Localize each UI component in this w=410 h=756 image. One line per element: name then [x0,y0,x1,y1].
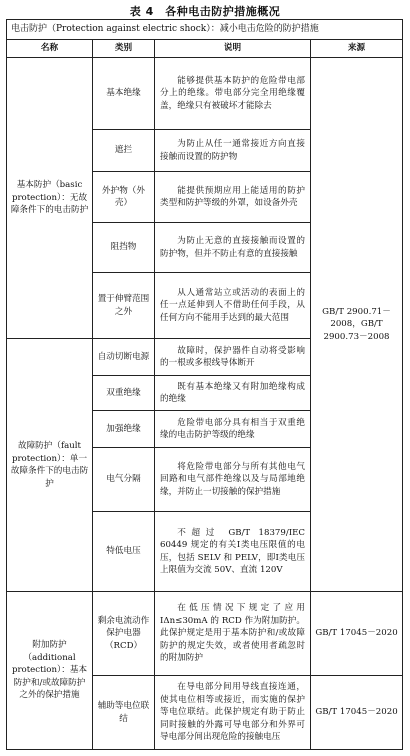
description-cell: 不超过 GB/T 18379/IEC 60449 规定的有关Ⅰ类电压限值的电压，包括 SELV 和 PELV，即Ⅰ类电压上限值为交流 50V、直流 120V [155,512,311,592]
description-cell: 将危险带电部分与所有其他电气回路和电气部件绝缘以及与局部地绝缘，并防止一切接触的保护措施 [155,448,311,512]
table-row [7,592,403,676]
header-category: 类别 [93,40,155,58]
header-description: 说明 [155,40,311,58]
description-cell: 在导电部分间用导线直接连通，使其电位相等或接近，而实施的保护等电位联结。此保护规定有助于防止同时接触的外露可导电部分和外界可导电部分间出现危险的接触电压 [155,676,311,750]
category-cell: 置于伸臂范围之外 [93,273,155,339]
description-cell: 危险带电部分具有相当于双重绝缘的电击防护等级的绝缘 [155,411,311,448]
protection-table [6,19,403,750]
category-cell: 基本绝缘 [93,58,155,130]
source-cell-rcd: GB/T 17045－2020 [311,592,403,676]
category-cell: 外护物（外壳） [93,172,155,223]
description-cell: 能提供预期应用上能适用的防护类型和防护等级的外罩，如设备外壳 [155,172,311,223]
source-cell-bonding: GB/T 17045－2020 [311,676,403,750]
table-row [7,58,403,130]
description-cell: 为防止从任一通常接近方向直接接触而设置的防护物 [155,130,311,172]
description-cell: 从人通常站立或活动的表面上的任一点延伸到人不借助任何手段，从任何方向不能用手达到的最大范围 [155,273,311,339]
category-cell: 剩余电流动作保护电器（RCD） [93,592,155,676]
group-name-basic: 基本防护（basic protection）：无故障条件下的电击防护 [7,58,93,339]
group-name-fault: 故障防护（fault protection）：单一故障条件下的电击防护 [7,339,93,592]
group-name-additional: 附加防护（additional protection）：基本防护和/或故障防护之外的保护措施 [7,592,93,750]
description-cell: 能够提供基本防护的危险带电部分上的绝缘。带电部分完全用绝缘覆盖，绝缘只有被破坏才能除去 [155,58,311,130]
description-cell: 故障时，保护器件自动将受影响的一根或多根线导体断开 [155,339,311,376]
header-source: 来源 [311,40,403,58]
category-cell: 电气分隔 [93,448,155,512]
category-cell: 自动切断电源 [93,339,155,376]
header-name: 名称 [7,40,93,58]
category-cell: 双重绝缘 [93,376,155,411]
source-cell-main: GB/T 2900.71－2008，GB/T 2900.73－2008 [311,58,403,592]
category-cell: 特低电压 [93,512,155,592]
category-cell: 遮拦 [93,130,155,172]
table-caption: 电击防护（Protection against electric shock）：减小电击危险的防护措施 [7,20,403,40]
category-cell: 辅助等电位联结 [93,676,155,750]
category-cell: 阻挡物 [93,223,155,273]
description-cell: 既有基本绝缘又有附加绝缘构成的绝缘 [155,376,311,411]
description-cell: 为防止无意的直接接触而设置的防护物，但并不防止有意的直接接触 [155,223,311,273]
description-cell: 在低压情况下规定了应用 IΔn≤30mA 的 RCD 作为附加防护。此保护规定是用于基本防护和/或故障防护的规定失效，或者使用者疏忽时的附加防护 [155,592,311,676]
table-title: 表 4 各种电击防护措施概况 [129,5,281,18]
category-cell: 加强绝缘 [93,411,155,448]
